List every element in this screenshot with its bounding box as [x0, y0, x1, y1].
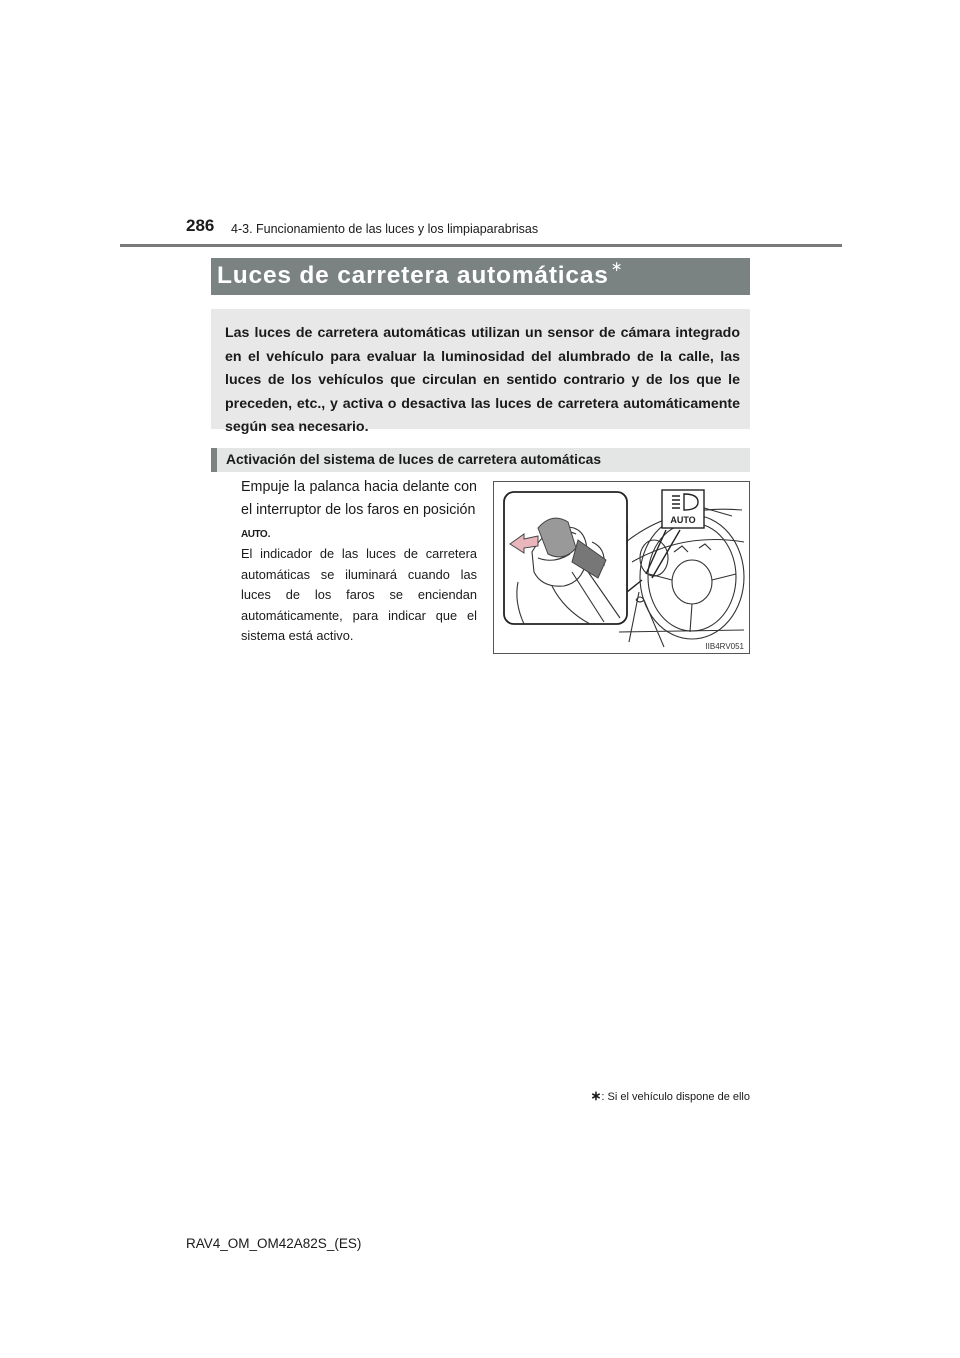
- section-reference: 4-3. Funcionamiento de las luces y los limpiaparabrisas: [231, 222, 539, 236]
- lever-illustration: [493, 481, 750, 654]
- header-rule: [120, 244, 842, 247]
- subsection-header: Activación del sistema de luces de carretera automáticas: [211, 448, 750, 472]
- auto-indicator-label: AUTO: [670, 515, 696, 525]
- instruction-body: Empuje la palanca hacia delante con el interruptor de los faros en posición: [241, 479, 477, 518]
- title-asterisk: ∗: [610, 258, 624, 274]
- footnote-text: : Si el vehículo dispone de ello: [601, 1091, 750, 1103]
- footnote-asterisk: ∗: [590, 1088, 602, 1103]
- lever-illustration-svg: [494, 482, 749, 653]
- instruction-end: .: [267, 525, 272, 541]
- footnote: [575, 1088, 750, 1104]
- page-title-text: Luces de carretera automáticas: [217, 262, 609, 290]
- indicator-note: El indicador de las luces de carretera automáticas se iluminará cuando las luces de los faros se enciendan automáticamente, para indicar que el sistema está activo.: [241, 546, 477, 643]
- footer-code: RAV4_OM_OM42A82S_(ES): [186, 1236, 362, 1251]
- auto-position-label: AUTO: [241, 529, 268, 540]
- instruction-text: [241, 476, 477, 546]
- intro-box: Las luces de carretera automáticas utilizan un sensor de cámara integrado en el vehículo para evaluar la luminosidad del alumbrado de la calle, las luces de los vehículos que circulan en sentido contrario y de los que le preceden, etc., y activa o desactiva las luces de carretera automáticamente según sea necesario.: [211, 309, 750, 429]
- figure-code: IIB4RV051: [705, 642, 744, 651]
- page-number: 286: [186, 216, 215, 235]
- page-title: [211, 258, 750, 295]
